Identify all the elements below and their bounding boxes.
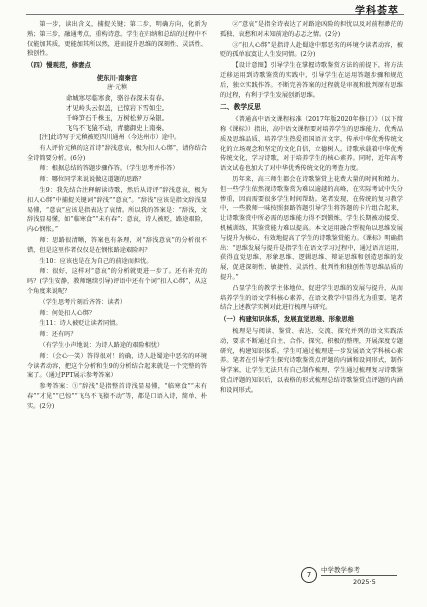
page-footer [301, 565, 401, 593]
paragraph: 师：何处扣人心绑？ [39, 309, 96, 317]
paragraph: 凸显学生的教学主体地位，促进学生思维的发展与提升，从而培养学生的语文学科核心素养，在语文教学中显得尤为重要。笔者结合上述教学实例对此进行梳理与研究。 [220, 284, 403, 312]
header-rule [26, 14, 404, 15]
paragraph: （有学生小声地说：为诗人路途的艰险相忧） [39, 341, 164, 349]
paragraph: 师：（会心一笑）答得很对！的确，诗人赴蜀途中恶劣的环境令读者动容，把这个分析和生9的分析结合起来就是一个完整的答案了。（通过PPT展示参考答案） [27, 352, 207, 380]
issue-number: 2025·5 [353, 578, 376, 586]
paragraph: 生10：应该也是在为自己的前途而担忧。 [39, 257, 153, 265]
paragraph: 生9：我先结合注释解读诗歌，然后从诗评“辞浅意哀，极为扣人心绑”中捕捉关键词“辞浅”“意哀”。“辞浅”应该是指文辞浅显易懂，“意哀”应该是指表达了哀情。所以我的答案是：“辞浅，文辞浅显易懂，如“临寒食”“未有春”；意哀，诗人被贬，路途艰险，内心悯怅。” [27, 186, 207, 234]
poem-note: [注]此诗写于元稹被贬四川通州（今达州市）途中。 [39, 133, 181, 141]
poem-line: 命城寒尽临寒食，骆谷春深未有春。 [65, 93, 169, 102]
subsection-heading: （四）慢观范，修妻点 [27, 61, 91, 70]
page-number: 7 [301, 567, 317, 583]
paragraph: 师：根据总结的答题步骤作答。（学生思考并作答） [39, 165, 179, 173]
paragraph: 参考答案：①“辞浅”是指整首诗浅显易懂，“临寒食”“未有春”“才见”“已惊”“飞鸟不飞猿不动”等，都是口语入诗，简单、朴实。(2分) [27, 383, 207, 410]
paragraph: 师：哪位同学来说说做这道题的思路？ [39, 176, 145, 184]
paragraph: 师：还有吗？ [39, 331, 77, 339]
paragraph: 【设计意图】引导学生在掌握诗歌鉴赏方法的前提下，将方法迁移运用到诗歌鉴赏的实践中，引导学生在运用答题步骤和规范后，独立实践作答。不断完善答案的过程就是审视和批判原有思维的过程，有利于学生发展创新思维。 [220, 62, 403, 99]
paragraph: 《普通高中语文课程标准（2017年版2020年修订）》（以下简称《课标》）指出，高中语文课程要对培养学生的思维能力、优秀品质及思维品质、培养学生热爱祖国语言文字，传承中华优秀传统文化的立场观念和坚定的文化自信，立德树人。诗歌承载着中华优秀传统文化，学习诗歌，对于培养学生的核心素养。同时，近年高考语文试卷也加大了对中华优秀传统文化的考查力度。 [220, 116, 403, 173]
poem-author: 唐·元稹 [107, 83, 127, 91]
section-title: 学科荟萃 [355, 6, 399, 17]
paragraph: 生11：诗人被贬让读者同情。 [39, 320, 122, 328]
paragraph: 历年来，高三师生都会在诗歌鉴赏上花费大量的时间和精力。但一些学生依然视诗歌鉴赏为难以逾越的高峰，在实际考试中失分惨重，因而需要很多学生时间帮助。笔者发现，在传统的复习教学中，一些教师一味按照套路答题引导学生将答题的卡片组合起来，让诗歌鉴赏中所必需的思维能力得不到锻炼，学生长期被动接受、机械训练，其鉴赏能力难以提高。本文运用融合型视角以思维发展与提升为核心，有效地提高了学生的诗歌鉴赏能力。《课标》明确指出：“思维发展与提升是指学生在语文学习过程中，通过语言运用，获得直觉思维、形象思维、逻辑思维、辩证思维和创造思维的发展，促进深刻性、敏捷性、灵活性、批判性和独创性等思维品质的提升。” [220, 175, 403, 281]
poem-line: 千峰笋石千株玉，万树松萝万朵银。 [65, 113, 169, 122]
paragraph: 师：思路很清晰，答案也有条理，对“辞浅意哀”的分析很不错，但是这里作者仅仅是在悯怅路途艰险吗？ [27, 236, 207, 254]
paragraph: 第一步，读出含义，捕捉关键；第二步，明确方向，化新为熟；第三步，融通考点，重构诗意。学生在归纳和总结的过程中不仅能加其质，更能加其所以然，进而提升思维的深刻性、灵活性、独创性。 [27, 21, 207, 58]
journal-name: 中学教学参考 [321, 566, 360, 574]
footer-rule [321, 575, 397, 576]
subsection-heading: （一）构建知识体系，发展直觉思维、形象思维 [220, 315, 355, 324]
poem-line: 飞鸟不飞猿不动，青骢御史上南秦。 [65, 123, 169, 132]
paragraph: 师：很好，这样对“意哀”的分析就更进一步了。还有补充的吗？(学生安静，教师继续引导)评语中还有个词“扣人心绑”，从这个角度来说呢？ [27, 268, 207, 295]
paragraph: ②“意哀”是指全诗表达了对路途凶险的担忧以及对前程渺茫的孤独、哀愁和对未知前途的忐忑之情。(2分) [220, 21, 403, 38]
poem-line: 才见岭头云似盖，已惊岩下雪如尘。 [65, 103, 169, 112]
paragraph: （学生思考片刻后齐答：读者） [39, 298, 127, 306]
paragraph: 有人评价元稹的这首诗“辞浅意哀，极为扣人心绑”，请你结合全诗简要分析。(6分) [27, 144, 207, 162]
paragraph: ③“扣人心绑”是指诗人赴蜀途中那恶劣的环境令读者动容，被贬的孤单寂寞让人生发同情。(2分) [220, 41, 403, 59]
section-heading: 二、教学反思 [220, 103, 261, 112]
paragraph: 梳理是与阅读、鉴赏、表达、交流、探究并列的语文实践活动，要求不断通过自主、合作、探究、积极的整理，开展深度专题研究，构建知识体系。学生可通过梳理进一步发展语文学科核心素养。笔者在引导学生探究诗歌鉴赏点评题的内涵和设问形式，制作导学案，让学生无法只有自己制作梳理，学生通过梳理复习诗歌鉴赏点评题的知识后，以表格的形式梳理总结诗歌鉴赏点评题的内涵和设问形式。 [220, 327, 403, 394]
left-column [27, 20, 207, 413]
poem-title: 使东川·南秦宫 [96, 73, 138, 82]
right-column [220, 20, 403, 396]
